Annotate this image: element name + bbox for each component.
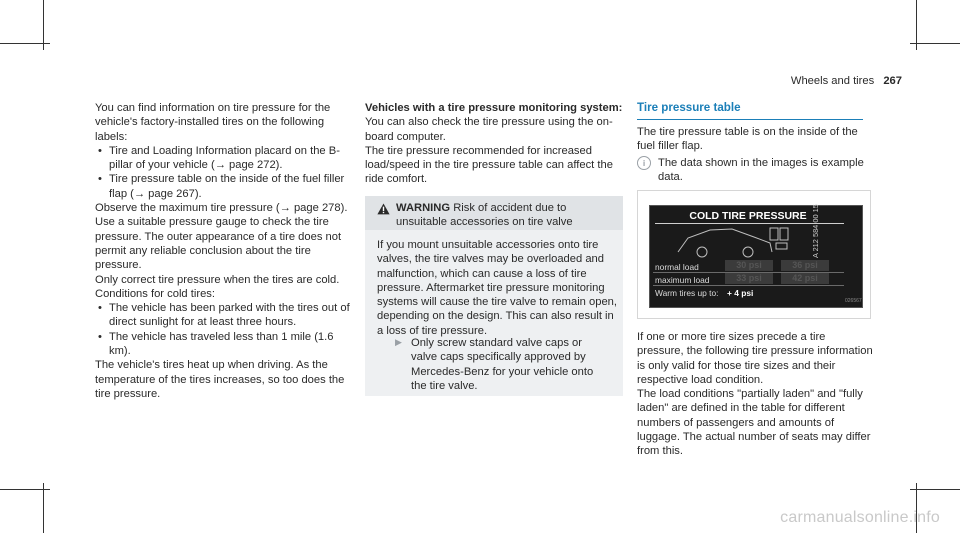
arrow-right-icon: ▶	[395, 337, 402, 347]
table-location-text: The tire pressure table is on the inside of the fuel filler flap.	[637, 126, 858, 153]
section-title: Wheels and tires	[790, 75, 875, 87]
warning-title-block	[396, 202, 614, 229]
list-item: • Tire pressure table on the inside of the fuel filler flap (→ page 267).	[95, 172, 351, 201]
figure-title: COLD TIRE PRESSURE	[689, 210, 807, 222]
tpms-heading: Vehicles with a tire pressure monitoring system:	[365, 102, 623, 114]
pressure-value: 33 psi	[725, 273, 773, 284]
part-number: A 212 584 00 15	[811, 204, 820, 258]
warm-label: Warm tires up to:	[655, 288, 719, 298]
list-item: • The vehicle has traveled less than 1 mile (1.6 km).	[95, 330, 351, 359]
load-conditions-text: The load conditions "partially laden" and "fully laden" are defined in the table for different numbers of passengers and amounts of luggage. The actual number of seats may differ from this.	[637, 388, 871, 458]
left-column	[95, 101, 351, 401]
heading-rule	[637, 119, 863, 120]
tire-pressure-label	[649, 205, 863, 308]
row-label: normal load	[655, 262, 699, 272]
warning-box	[365, 196, 623, 396]
section-heading: Tire pressure table	[637, 101, 741, 114]
list-item: • Tire and Loading Information placard on the B-pillar of your vehicle (→ page 272).	[95, 144, 351, 173]
info-icon: i	[637, 156, 651, 170]
observe-text: Observe the maximum tire pressure (→ page 278).	[95, 202, 348, 215]
cold-intro-text: Only correct tire pressure when the tires are cold. Conditions for cold tires:	[95, 273, 340, 300]
pressure-value: 30 psi	[725, 260, 773, 271]
recommended-text: The tire pressure recommended for increased load/speed in the tire pressure table can affect the ride comfort.	[365, 144, 613, 186]
gauge-text: Use a suitable pressure gauge to check the tire pressure. The outer appearance of a tire does not permit any reliable conclusion about the tire pressure.	[95, 216, 342, 272]
table-grid	[653, 259, 844, 299]
warm-value: + 4 psi	[727, 288, 754, 298]
tire-size-text: If one or more tire sizes precede a tire pressure, the following tire pressure information is only valid for those tire sizes and their respective load condition.	[637, 331, 873, 386]
heat-text: The vehicle's tires heat up when driving. As the temperature of the tires increases, so too does the tire pressure.	[95, 359, 345, 400]
page-number: 267	[883, 75, 902, 87]
warning-action: Only screw standard valve caps or valve caps specifically approved by Mercedes-Benz for your vehicle onto the tire valve.	[411, 337, 594, 392]
list-item: • The vehicle has been parked with the tires out of direct sunlight for at least three hours.	[95, 301, 351, 330]
pressure-value: 36 psi	[781, 260, 829, 271]
row-label: maximum load	[655, 275, 710, 285]
warning-title: Risk of accident due to unsuitable accessories on tire valve	[396, 202, 573, 228]
watermark: carmanualsonline.info	[780, 509, 940, 526]
tpms-paragraph	[365, 101, 623, 144]
warning-label: WARNING	[396, 202, 451, 214]
middle-column	[365, 101, 623, 187]
cold-list	[95, 301, 351, 358]
image-code: 026567	[845, 298, 862, 304]
right-intro	[637, 125, 869, 184]
tire-pressure-figure	[637, 190, 871, 319]
warning-body: If you mount unsuitable accessories onto tire valves, the tire valves may be overloaded and malfunction, which can cause a loss of tire pressure. Aftermarket tire pressure monitoring systems will cause the tire valve to remain open, depending on the design. This can also result in a loss of tire pressure.	[377, 239, 618, 337]
example-note: The data shown in the images is example data.	[658, 156, 864, 183]
page-header	[791, 75, 902, 87]
car-icon	[672, 224, 792, 258]
right-body	[637, 330, 873, 459]
warning-triangle-icon	[377, 203, 390, 215]
tpms-text: You can also check the tire pressure using the on-board computer.	[365, 116, 613, 143]
row-divider	[653, 285, 844, 286]
label-list	[95, 144, 351, 201]
pressure-value: 42 psi	[781, 273, 829, 284]
intro-text: You can find information on tire pressure for the vehicle's factory-installed tires on the following labels:	[95, 102, 331, 143]
